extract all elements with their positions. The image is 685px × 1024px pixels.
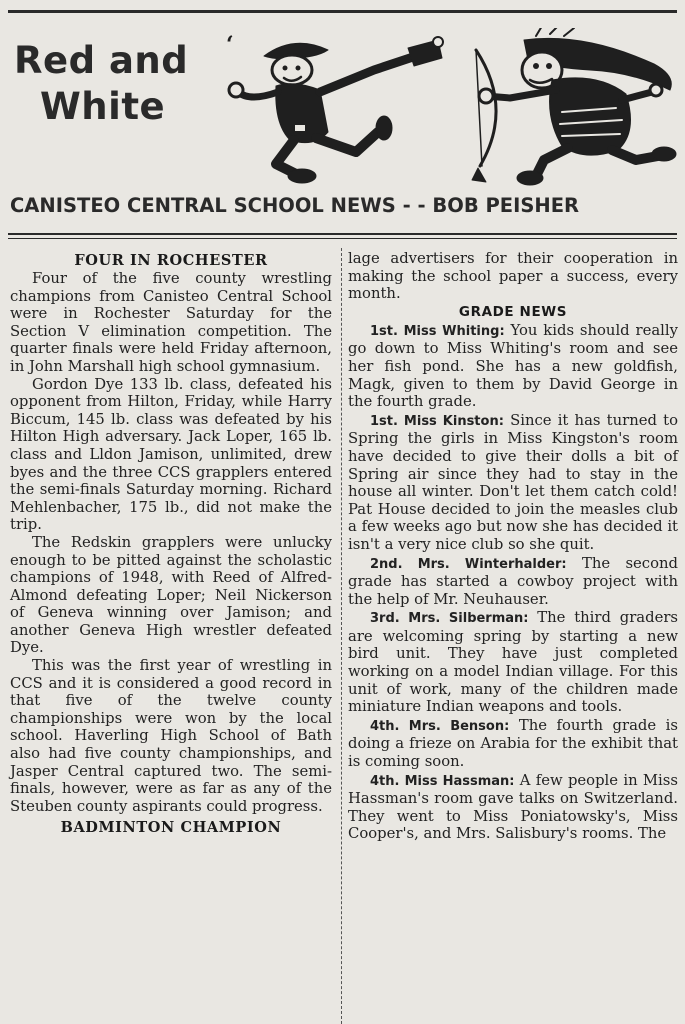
- grade-item-1-text: You kids should really go down to Miss Whiting's room and see her fish pond. She has a new goldfish, Magk, given to them by David George in the fourth grade.: [348, 321, 678, 411]
- column-divider: [341, 248, 342, 1024]
- grade-item-2-text: Since it has turned to Spring the girls in Miss Kingston's room have decided to give their dolls a bit of Spring air since they had to stay in the house all winter. Don't let them catch cold! Pat House decided to join the measles club a few weeks ago but now she has decided it isn't a very nice club so she quit.: [348, 411, 679, 553]
- article-paragraph-4: This was the first year of wrestling in CCS and it is considered a good record in that five of the twelve county championships were won by the local school. Haverling High School of Bath also had five county championships, and Jasper Central captured two. The semi-finals, however, were as far as any of the Steuben county aspirants could progress.: [10, 657, 332, 815]
- right-column: [348, 250, 678, 843]
- double-rule-top: [8, 233, 677, 235]
- grade-item-6: [348, 772, 678, 843]
- grade-item-5-text: The fourth grade is doing a frieze on Arabia for the exhibit that is coming soon.: [348, 716, 679, 771]
- masthead-illustration: [224, 28, 684, 188]
- article-paragraph-3: The Redskin grapplers were unlucky enough to be pitted against the scholastic champions of 1948, with Reed of Alfred-Almond defeating Loper; Neil Nickerson of Geneva winning over Jamison; and another Geneva High wrestler defeated Dye.: [10, 533, 332, 657]
- masthead-title-line2: White: [40, 85, 166, 129]
- grade-item-4-text: The third graders are welcoming spring by starting a new bird unit. They have just completed working on a model Indian village. For this unit of work, many of the children made miniature Indian weapons and tools.: [348, 609, 678, 716]
- next-article-headline: BADMINTON CHAMPION: [60, 819, 282, 837]
- grade-item-3: [348, 555, 678, 609]
- article-paragraph-1: Four of the five county wrestling champions from Canisteo Central School were in Rochester Saturday for the Section V elimination competition. The quarter finals were held Friday afternoon, in John Marshall high school gymnasium.: [10, 270, 332, 375]
- grade-item-1-lead: 1st. Miss Whiting:: [370, 323, 505, 339]
- grade-item-2-lead: 1st. Miss Kinston:: [370, 413, 504, 429]
- left-column: [10, 252, 332, 837]
- article-paragraph-2: Gordon Dye 133 lb. class, defeated his opponent from Hilton, Friday, while Harry Biccum, 145 lb. class was defeated by his Hilton High adversary. Jack Loper, 165 lb. class and Lldon Jamison, unlimited, drew byes and the three CCS grapplers entered the semi-finals Saturday morning. Richard Mehlenbacher, 175 lb., did not make the trip.: [10, 375, 332, 534]
- cowboy-figure: [226, 32, 443, 183]
- masthead-subtitle: CANISTEO CENTRAL SCHOOL NEWS - - BOB PEISHER: [10, 194, 580, 217]
- grade-item-1: [348, 322, 678, 411]
- grade-item-3-lead: 2nd. Mrs. Winterhalder:: [370, 556, 567, 572]
- grade-item-4-lead: 3rd. Mrs. Silberman:: [370, 611, 529, 627]
- grade-item-3-text: The second grade has started a cowboy project with the help of Mr. Neuhauser.: [348, 554, 678, 608]
- grade-item-4: [348, 609, 678, 716]
- grade-item-6-text: A few people in Miss Hassman's room gave talks on Switzerland. They went to Miss Poniatowsky's, Miss Cooper's, and Mrs. Salisbury's rooms. The: [348, 771, 678, 843]
- masthead-title: [14, 38, 188, 131]
- grade-news-headline: GRADE NEWS: [458, 303, 568, 320]
- article-headline: FOUR IN ROCHESTER: [74, 252, 268, 269]
- top-rule: [8, 10, 677, 13]
- grade-item-6-lead: 4th. Miss Hassman:: [370, 773, 515, 789]
- grade-item-5: [348, 717, 678, 771]
- archer-figure: [472, 28, 676, 185]
- masthead-title-line1: Red and: [14, 39, 189, 82]
- grade-item-2: [348, 412, 678, 554]
- continued-text: lage advertisers for their cooperation in making the school paper a success, every month.: [348, 250, 678, 303]
- grade-item-5-lead: 4th. Mrs. Benson:: [370, 718, 510, 734]
- svg-text:‘: ‘: [226, 32, 234, 58]
- double-rule-bottom: [8, 238, 677, 239]
